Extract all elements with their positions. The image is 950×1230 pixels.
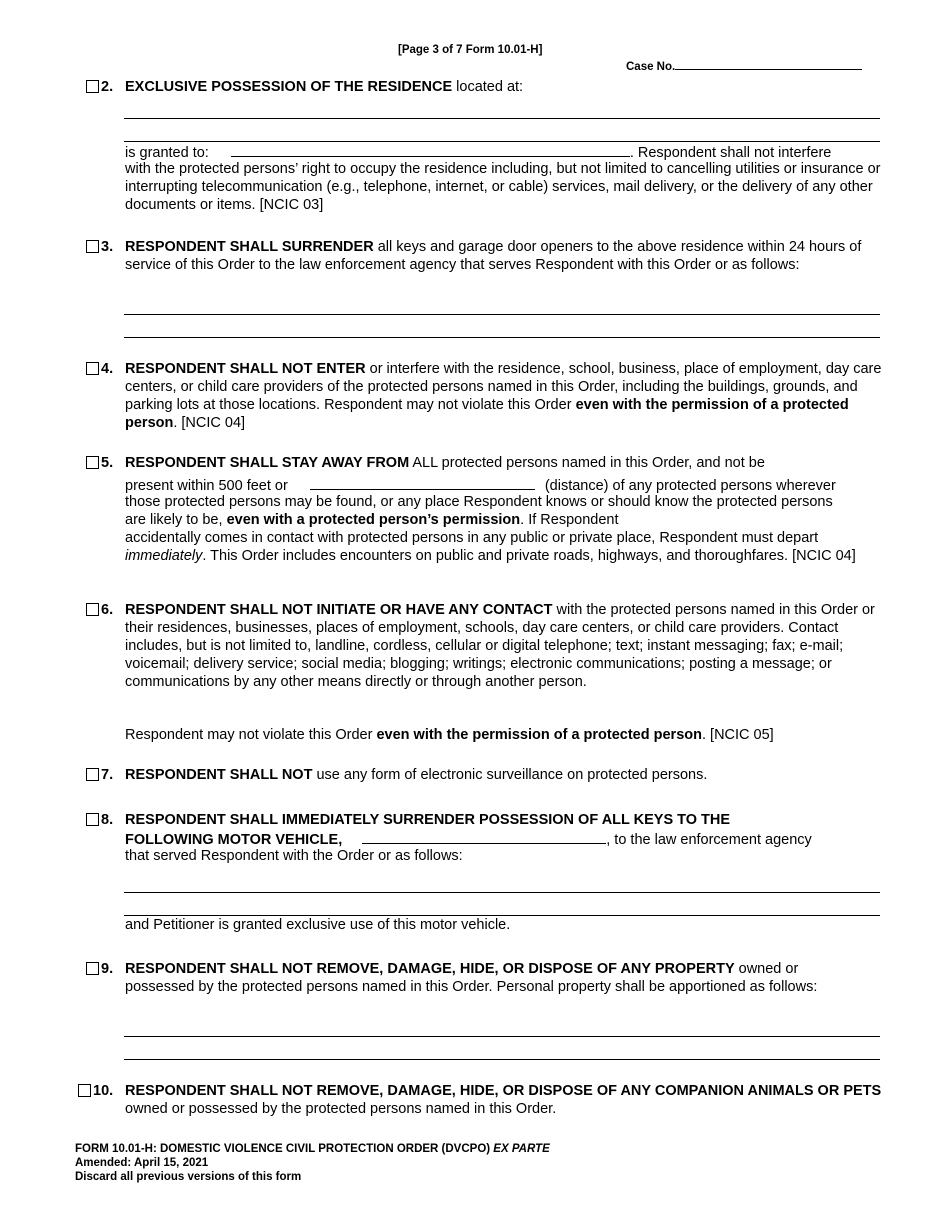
section-10-checkbox[interactable] (78, 1084, 91, 1097)
section-5-line-1 (125, 454, 885, 472)
section-2-title-rest: located at: (452, 79, 524, 95)
section-8-checkbox[interactable] (86, 813, 99, 826)
footer-form-title-text: FORM 10.01-H: DOMESTIC VIOLENCE CIVIL PROTECTION ORDER (DVCPO) (75, 1143, 494, 1155)
section-6-para-2 (125, 726, 885, 744)
section-9-text (125, 960, 860, 996)
footer-ex-parte: EX PARTE (493, 1143, 550, 1155)
case-no-row (626, 59, 862, 73)
section-5-number: 5. (101, 455, 114, 471)
footer-form-title (75, 1142, 550, 1156)
section-5-body-3: accidentally comes in contact with protected persons in any public or private place, Respondent must depart (125, 530, 819, 546)
granted-to-field[interactable] (231, 142, 630, 157)
section-6-number: 6. (101, 602, 114, 618)
section-4-bold: even with the permission of a protected person (125, 397, 849, 431)
section-3-line-1[interactable] (124, 314, 880, 315)
distance-prefix: present within 500 feet or (125, 478, 288, 494)
section-4-checkbox[interactable] (86, 362, 99, 375)
section-10-title: RESPONDENT SHALL NOT REMOVE, DAMAGE, HIDE, OR DISPOSE OF ANY COMPANION ANIMALS OR PETS (125, 1083, 882, 1099)
case-no-label: Case No. (626, 61, 676, 73)
section-2-after-blank: . Respondent shall not interfere (629, 145, 832, 161)
section-10-text (125, 1082, 885, 1118)
section-6-bold: even with the permission of a protected person (376, 727, 702, 743)
section-5-title-rest: ALL protected persons named in this Order, and not be (409, 455, 765, 471)
section-10-body: owned or possessed by the protected persons named in this Order. (125, 1101, 557, 1117)
section-4-text (125, 360, 885, 432)
motor-vehicle-field[interactable] (362, 829, 606, 844)
section-7-text (125, 766, 885, 784)
section-6-text (125, 601, 885, 691)
section-9-number: 9. (101, 961, 114, 977)
section-7-number: 7. (101, 767, 114, 783)
section-5-bold: even with a protected person’s permission (226, 512, 521, 528)
section-6-body: with the protected persons named in this Order or their residences, businesses, places of employment, schools, day care centers, or child care providers. Contact includes, but is not limited to, landline, cordless, cellular or digital telephone; text; instant messaging; fax; e-mail; voicemail; delivery service; social media; blogging; writings; electronic communications; posting a message; or communications by any other means directly or through another person. (125, 602, 875, 690)
section-9-title: RESPONDENT SHALL NOT REMOVE, DAMAGE, HIDE, OR DISPOSE OF ANY PROPERTY (125, 961, 735, 977)
section-7-checkbox[interactable] (86, 768, 99, 781)
section-2-heading (125, 78, 885, 96)
section-6-para-2b: . [NCIC 05] (701, 727, 774, 743)
section-4-number: 4. (101, 361, 114, 377)
section-4-tail: . [NCIC 04] (173, 415, 246, 431)
section-4-body: or interfere with the residence, school, business, place of employment, day care centers, or child care providers of the protected persons named in this Order, including the buildings, grounds, and parking lots at those locations. Respondent may not violate this Order (125, 361, 882, 413)
section-4-title: RESPONDENT SHALL NOT ENTER (125, 361, 366, 377)
section-9-body: owned or possessed by the protected persons named in this Order. Personal property shall be apportioned as follows: (125, 961, 818, 995)
section-3-title: RESPONDENT SHALL SURRENDER (125, 239, 374, 255)
section-2-number: 2. (101, 79, 114, 95)
section-3-body: all keys and garage door openers to the above residence within 24 hours of service of this Order to the law enforcement agency that serves Respondent with this Order or as follows: (125, 239, 862, 273)
section-5-body-b (125, 529, 870, 565)
section-2-title: EXCLUSIVE POSSESSION OF THE RESIDENCE (125, 79, 453, 95)
section-8-title-line-1: RESPONDENT SHALL IMMEDIATELY SURRENDER POSSESSION OF ALL KEYS TO THE (125, 812, 731, 828)
section-9-line-2[interactable] (124, 1059, 880, 1060)
section-9-checkbox[interactable] (86, 962, 99, 975)
section-2-checkbox[interactable] (86, 80, 99, 93)
case-no-field[interactable] (675, 59, 862, 70)
footer-discard: Discard all previous versions of this form (75, 1171, 302, 1183)
section-8-number: 8. (101, 812, 114, 828)
section-8-line-1[interactable] (124, 892, 880, 893)
section-5-body-1: those protected persons may be found, or any place Respondent knows or should know the protected persons are likely to be, (125, 494, 833, 528)
section-3-text (125, 238, 885, 274)
distance-field[interactable] (310, 475, 535, 490)
footer-amended: Amended: April 15, 2021 (75, 1157, 209, 1169)
granted-to-label: is granted to: (125, 145, 209, 161)
section-8-closing: and Petitioner is granted exclusive use of this motor vehicle. (125, 917, 511, 933)
section-8-vehicle-row (125, 829, 885, 849)
section-2-body: with the protected persons’ right to occupy the residence including, but not limited to cancelling utilities or insurance or interrupting telecommunication (e.g., telephone, internet, or cable) services, mail delivery, or the delivery of any other documents or items. [NCIC 03] (125, 161, 881, 213)
section-5-distance-row (125, 475, 885, 495)
section-2-granted-row (125, 142, 885, 162)
section-5-body-4: . This Order includes encounters on public and private roads, highways, and thoroughfares. [NCIC 04] (202, 548, 856, 564)
section-8-title-line-2: FOLLOWING MOTOR VEHICLE, (125, 832, 343, 848)
section-9-line-1[interactable] (124, 1036, 880, 1037)
distance-suffix: (distance) of any protected persons wherever (544, 478, 836, 494)
section-2-address-line-1[interactable] (124, 118, 880, 119)
section-5-checkbox[interactable] (86, 456, 99, 469)
section-3-line-2[interactable] (124, 337, 880, 338)
section-8-after-blank: , to the law enforcement agency (606, 832, 812, 848)
section-5-body-2: . If Respondent (520, 512, 619, 528)
section-6-title: RESPONDENT SHALL NOT INITIATE OR HAVE ANY CONTACT (125, 602, 553, 618)
section-8-line-3: that served Respondent with the Order or as follows: (125, 848, 463, 864)
section-7-title: RESPONDENT SHALL NOT (125, 767, 313, 783)
section-10-number: 10. (93, 1083, 114, 1099)
section-6-para-2a: Respondent may not violate this Order (125, 727, 377, 743)
section-5-title: RESPONDENT SHALL STAY AWAY FROM (125, 455, 410, 471)
section-5-body (125, 493, 855, 529)
section-7-body: use any form of electronic surveillance on protected persons. (312, 767, 708, 783)
page-indicator: [Page 3 of 7 Form 10.01-H] (398, 44, 543, 56)
section-3-checkbox[interactable] (86, 240, 99, 253)
section-3-number: 3. (101, 239, 114, 255)
section-6-checkbox[interactable] (86, 603, 99, 616)
section-8-title-1 (125, 811, 885, 829)
section-5-italic: immediately (125, 548, 203, 564)
